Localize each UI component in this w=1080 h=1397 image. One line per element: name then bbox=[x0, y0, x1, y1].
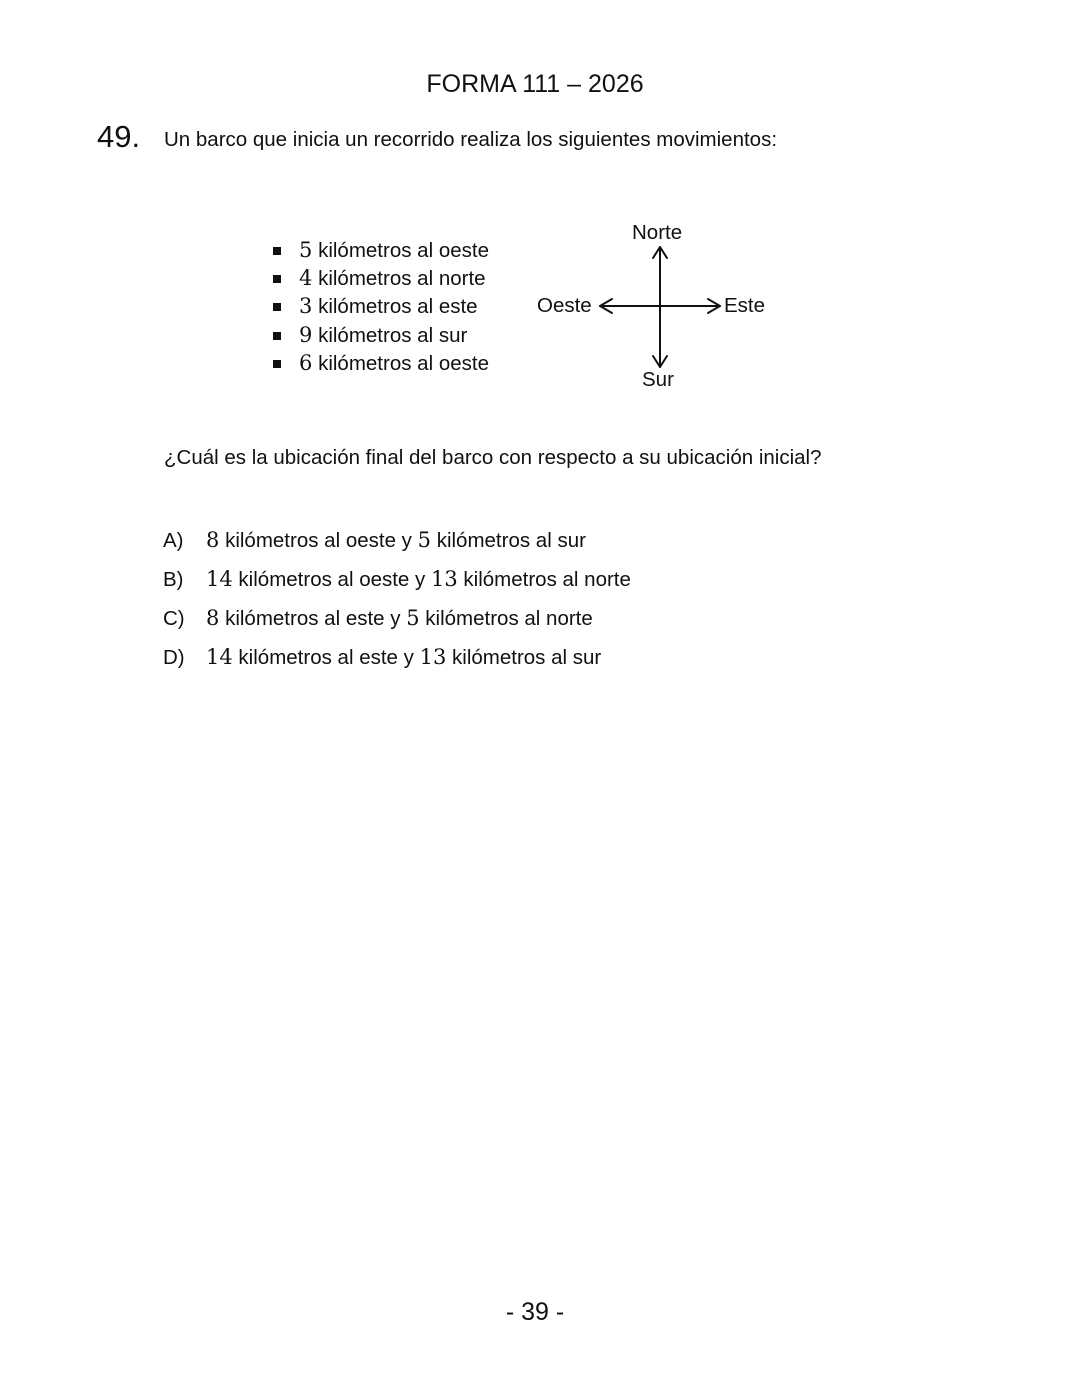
option-b[interactable]: B) 14 kilómetros al oeste y 13 kilómetros al norte bbox=[163, 567, 631, 591]
question-number: 49. bbox=[97, 119, 141, 154]
option-c[interactable]: C) 8 kilómetros al este y 5 kilómetros al norte bbox=[163, 606, 593, 630]
square-bullet-icon bbox=[273, 360, 281, 368]
compass-arrows-icon bbox=[530, 215, 790, 395]
square-bullet-icon bbox=[273, 303, 281, 311]
movement-item: 9 kilómetros al sur bbox=[271, 321, 489, 349]
compass-west-label: Oeste bbox=[537, 294, 592, 317]
movement-item: 5 kilómetros al oeste bbox=[271, 236, 489, 264]
movement-item: 6 kilómetros al oeste bbox=[271, 349, 489, 377]
page-header: FORMA 111 – 2026 bbox=[426, 70, 644, 98]
movement-item: 4 kilómetros al norte bbox=[271, 264, 489, 292]
question-stem: Un barco que inicia un recorrido realiza los siguientes movimientos: bbox=[164, 128, 778, 151]
question-prompt: ¿Cuál es la ubicación final del barco con respecto a su ubicación inicial? bbox=[164, 446, 822, 469]
compass-north-label: Norte bbox=[632, 221, 683, 244]
square-bullet-icon bbox=[273, 275, 281, 283]
movement-item: 3 kilómetros al este bbox=[271, 292, 489, 320]
square-bullet-icon bbox=[273, 332, 281, 340]
square-bullet-icon bbox=[273, 247, 281, 255]
option-d[interactable]: D) 14 kilómetros al este y 13 kilómetros al sur bbox=[163, 645, 602, 669]
compass-south-label: Sur bbox=[642, 368, 674, 391]
compass-east-label: Este bbox=[724, 294, 766, 317]
page-number: - 39 - bbox=[505, 1298, 565, 1326]
option-a[interactable]: A) 8 kilómetros al oeste y 5 kilómetros al sur bbox=[163, 528, 586, 552]
compass-diagram bbox=[530, 215, 790, 395]
movements-list bbox=[271, 236, 489, 377]
